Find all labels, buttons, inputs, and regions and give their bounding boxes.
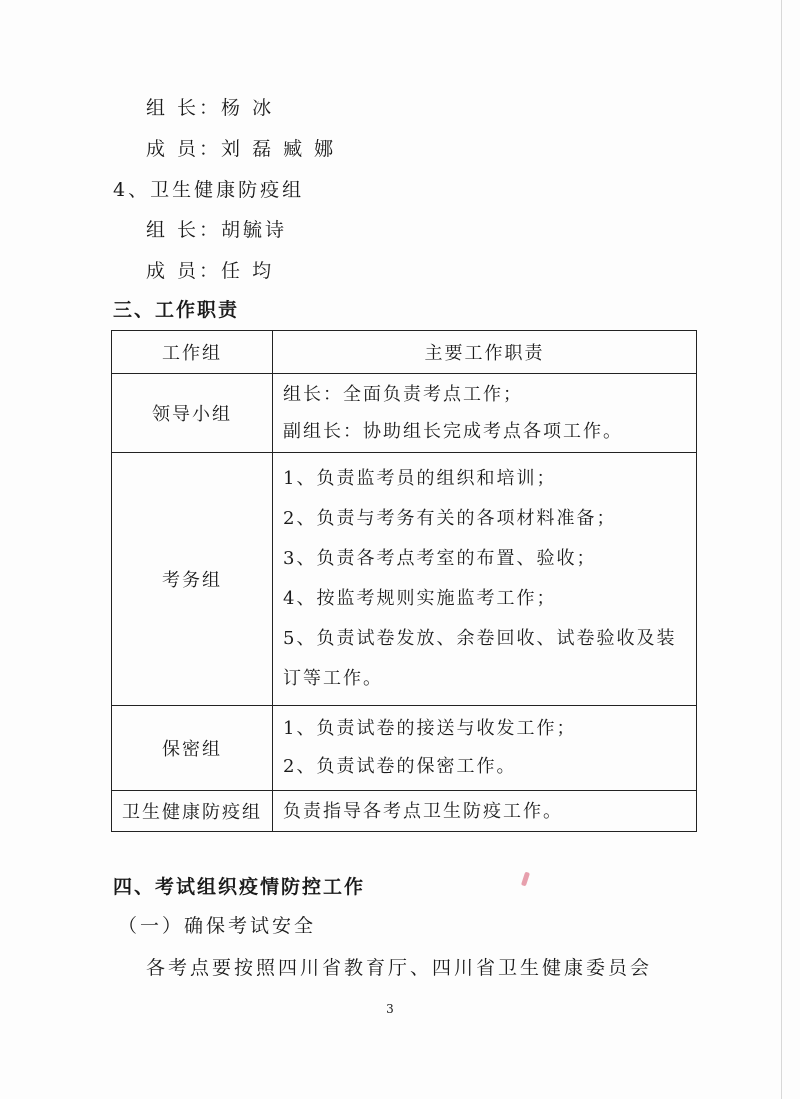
personnel-line-4: 组 长：胡毓诗 — [146, 219, 288, 241]
subsection-1-heading: （一）确保考试安全 — [118, 915, 317, 937]
personnel-line-1: 组 长：杨 冰 — [146, 97, 275, 119]
duty-item: 1、负责试卷的接送与收发工作； — [283, 718, 577, 739]
personnel-line-5: 成 员：任 均 — [146, 260, 275, 282]
personnel-line-2: 成 员：刘 磊 臧 娜 — [146, 138, 337, 160]
duty-item: 3、负责各考点考室的布置、验收； — [283, 548, 597, 569]
duty-table — [111, 330, 697, 832]
table-row — [112, 791, 697, 832]
table-row — [112, 706, 697, 791]
table-header-duty: 主要工作职责 — [273, 331, 697, 374]
section-3-heading: 三、工作职责 — [113, 299, 240, 321]
row-group-label: 考务组 — [112, 453, 273, 706]
duty-item: 1、负责监考员的组织和培训； — [283, 468, 557, 489]
duty-item: 副组长：协助组长完成考点各项工作。 — [283, 421, 623, 442]
duty-item: 订等工作。 — [283, 668, 383, 689]
row-duties — [273, 453, 697, 706]
duty-item: 2、负责与考务有关的各项材料准备； — [283, 508, 617, 529]
duty-item: 5、负责试卷发放、余卷回收、试卷验收及装 — [283, 628, 677, 649]
row-group-label: 保密组 — [112, 706, 273, 791]
personnel-line-3: 4、卫生健康防疫组 — [113, 179, 305, 201]
scan-edge-line — [781, 0, 782, 1099]
table-header-group: 工作组 — [112, 331, 273, 374]
row-group-label: 领导小组 — [112, 374, 273, 453]
row-duties — [273, 706, 697, 791]
duty-item: 负责指导各考点卫生防疫工作。 — [283, 800, 563, 822]
table-row — [112, 453, 697, 706]
table-row — [112, 374, 697, 453]
red-ink-mark — [521, 872, 530, 887]
row-group-label: 卫生健康防疫组 — [112, 791, 273, 832]
table-header-row — [112, 331, 697, 374]
section-4-heading: 四、考试组织疫情防控工作 — [113, 876, 366, 898]
duty-item: 组长：全面负责考点工作； — [283, 384, 523, 405]
paragraph-1: 各考点要按照四川省教育厅、四川省卫生健康委员会 — [146, 957, 653, 979]
duty-item: 2、负责试卷的保密工作。 — [283, 756, 517, 777]
row-duties — [273, 791, 697, 832]
duty-item: 4、按监考规则实施监考工作； — [283, 588, 557, 609]
page-number: 3 — [386, 1002, 394, 1016]
row-duties — [273, 374, 697, 453]
